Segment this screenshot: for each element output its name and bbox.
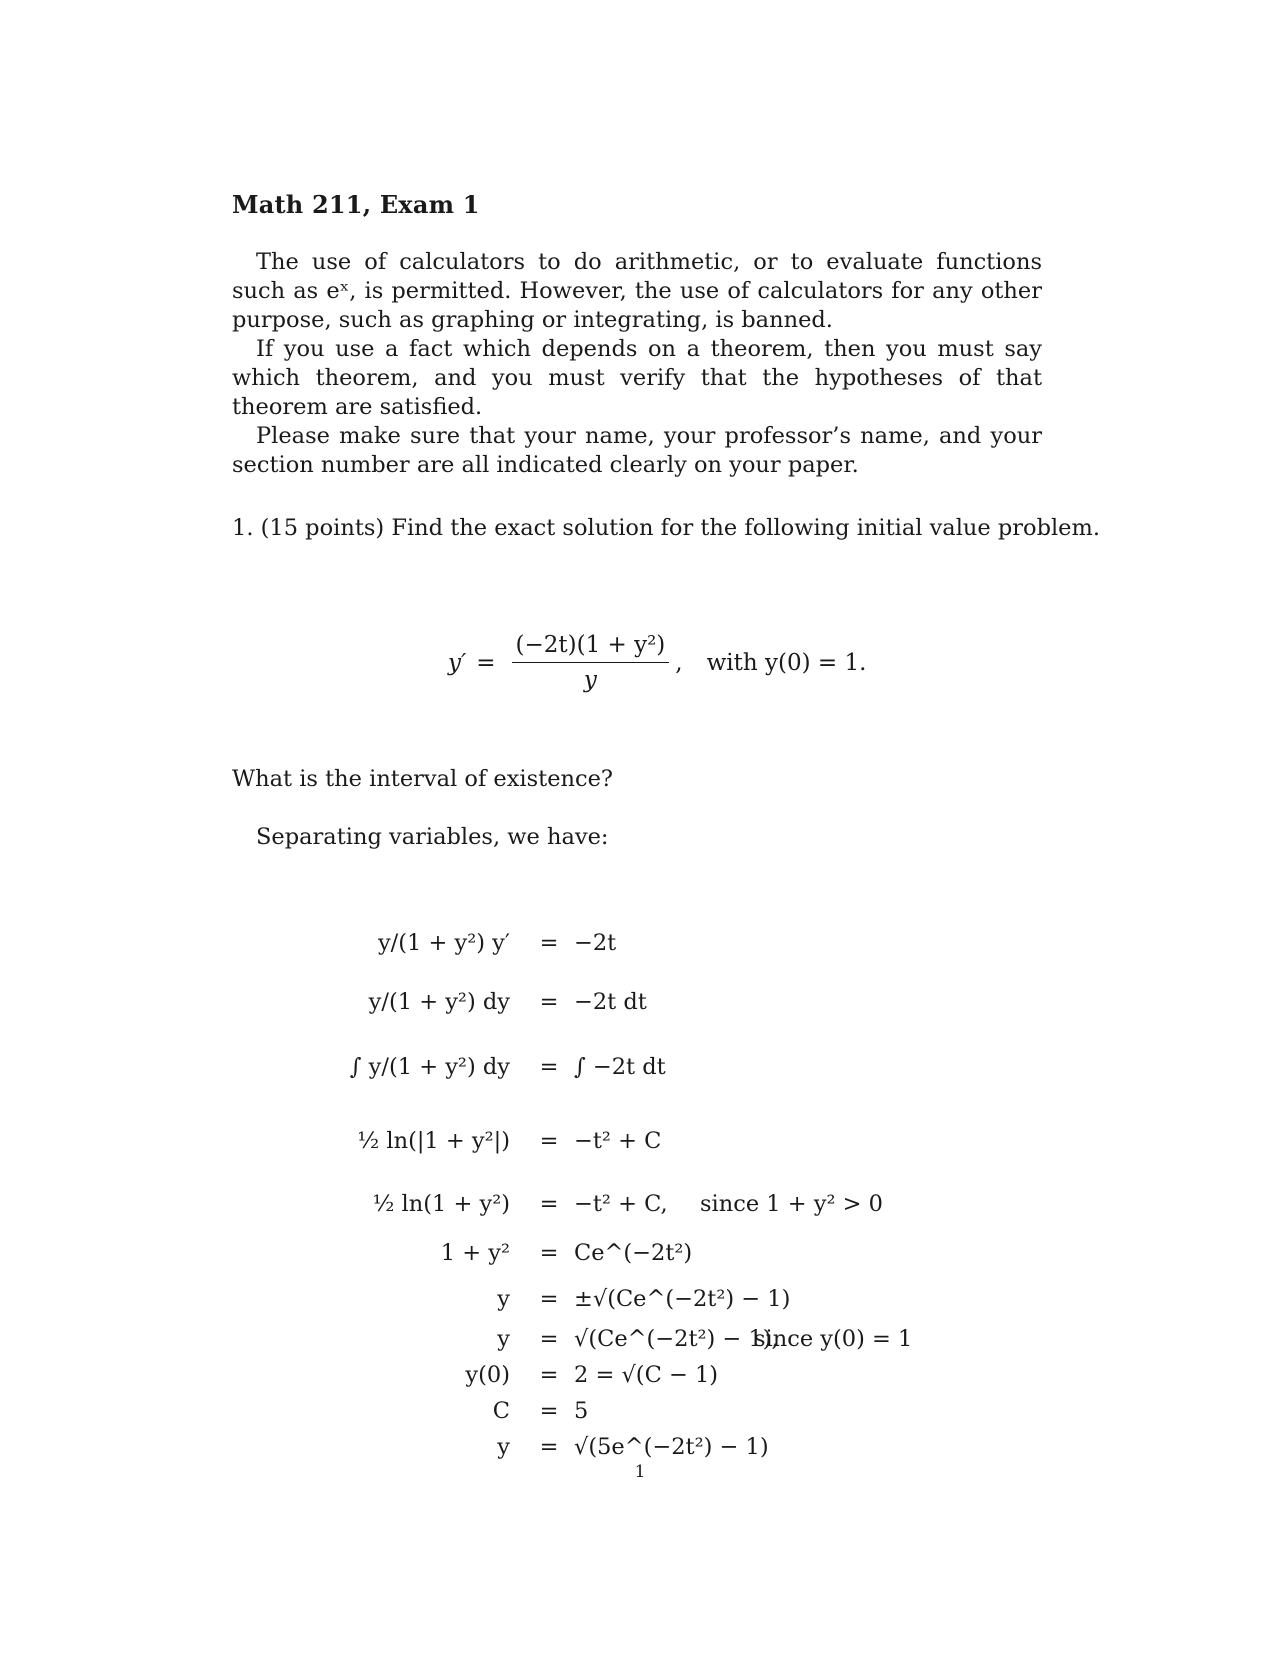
derivation-rhs: −t² + C, (574, 1191, 668, 1217)
derivation-lhs: ∫ y/(1 + y²) dy (349, 1054, 510, 1080)
derivation-rel: = (539, 989, 559, 1015)
derivation-rhs: 5 (574, 1398, 589, 1424)
derivation-rel: = (539, 930, 559, 956)
derivation-rel: = (539, 1398, 559, 1424)
derivation-lhs: ½ ln(1 + y²) (372, 1191, 510, 1217)
instruction-theorems: If you use a fact which depends on a theorem, then you must say which theorem, and you must verify that the hypotheses of that theorem are satisfied. (232, 336, 1042, 420)
ode-denominator: y (583, 667, 597, 693)
page-number: 1 (634, 1462, 646, 1482)
derivation-rel: = (539, 1191, 559, 1217)
derivation-rel: = (539, 1434, 559, 1460)
instructions (232, 248, 1042, 480)
ode-numerator: (−2t)(1 + y²) (512, 632, 670, 663)
ode-comma: , (675, 649, 683, 676)
derivation-note: since 1 + y² > 0 (700, 1191, 883, 1217)
derivation-lhs: ½ ln(|1 + y²|) (357, 1128, 510, 1154)
instruction-calculators: The use of calculators to do arithmetic, or to evaluate functions such as eˣ, is permitted. However, the use of calculators for any other purpose, such as graphing or integrating, is banned. (232, 249, 1042, 333)
derivation-rel: = (539, 1362, 559, 1388)
derivation-rhs: √(Ce^(−2t²) − 1), (574, 1326, 779, 1352)
derivation-rhs: ±√(Ce^(−2t²) − 1) (574, 1286, 791, 1312)
solution-intro: Separating variables, we have: (256, 824, 609, 850)
ode-initial-condition: with y(0) = 1. (706, 649, 867, 676)
derivation-rhs: −t² + C (574, 1128, 662, 1154)
derivation-lhs: 1 + y² (440, 1240, 510, 1266)
derivation-rel: = (539, 1128, 559, 1154)
ode-equals: = (476, 649, 496, 676)
derivation-rhs: √(5e^(−2t²) − 1) (574, 1434, 769, 1460)
derivation-rhs: −2t dt (574, 989, 647, 1015)
derivation-lhs: y (497, 1286, 510, 1312)
problem-statement: 1. (15 points) Find the exact solution for the following initial value problem. (232, 515, 1100, 541)
derivation-rhs: 2 = √(C − 1) (574, 1362, 719, 1388)
exam-title: Math 211, Exam 1 (232, 190, 480, 219)
derivation-lhs: y (497, 1434, 510, 1460)
ode-lhs: y′ (448, 649, 467, 676)
derivation-lhs: y/(1 + y²) y′ (377, 930, 510, 956)
derivation-lhs: y(0) (465, 1362, 510, 1388)
derivation-rel: = (539, 1240, 559, 1266)
ode-equation (448, 632, 866, 693)
derivation-rel: = (539, 1054, 559, 1080)
derivation-note: since y(0) = 1 (754, 1326, 913, 1352)
derivation-rhs: ∫ −2t dt (574, 1054, 666, 1080)
derivation-rhs: −2t (574, 930, 617, 956)
interval-question: What is the interval of existence? (232, 766, 613, 792)
instruction-name: Please make sure that your name, your professor’s name, and your section number are all indicated clearly on your paper. (232, 423, 1042, 478)
derivation-rel: = (539, 1326, 559, 1352)
ode-fraction (512, 632, 670, 693)
derivation-lhs: y (497, 1326, 510, 1352)
derivation-lhs: y/(1 + y²) dy (368, 989, 510, 1015)
derivation-rhs: Ce^(−2t²) (574, 1240, 693, 1266)
derivation-rel: = (539, 1286, 559, 1312)
derivation-lhs: C (492, 1398, 510, 1424)
